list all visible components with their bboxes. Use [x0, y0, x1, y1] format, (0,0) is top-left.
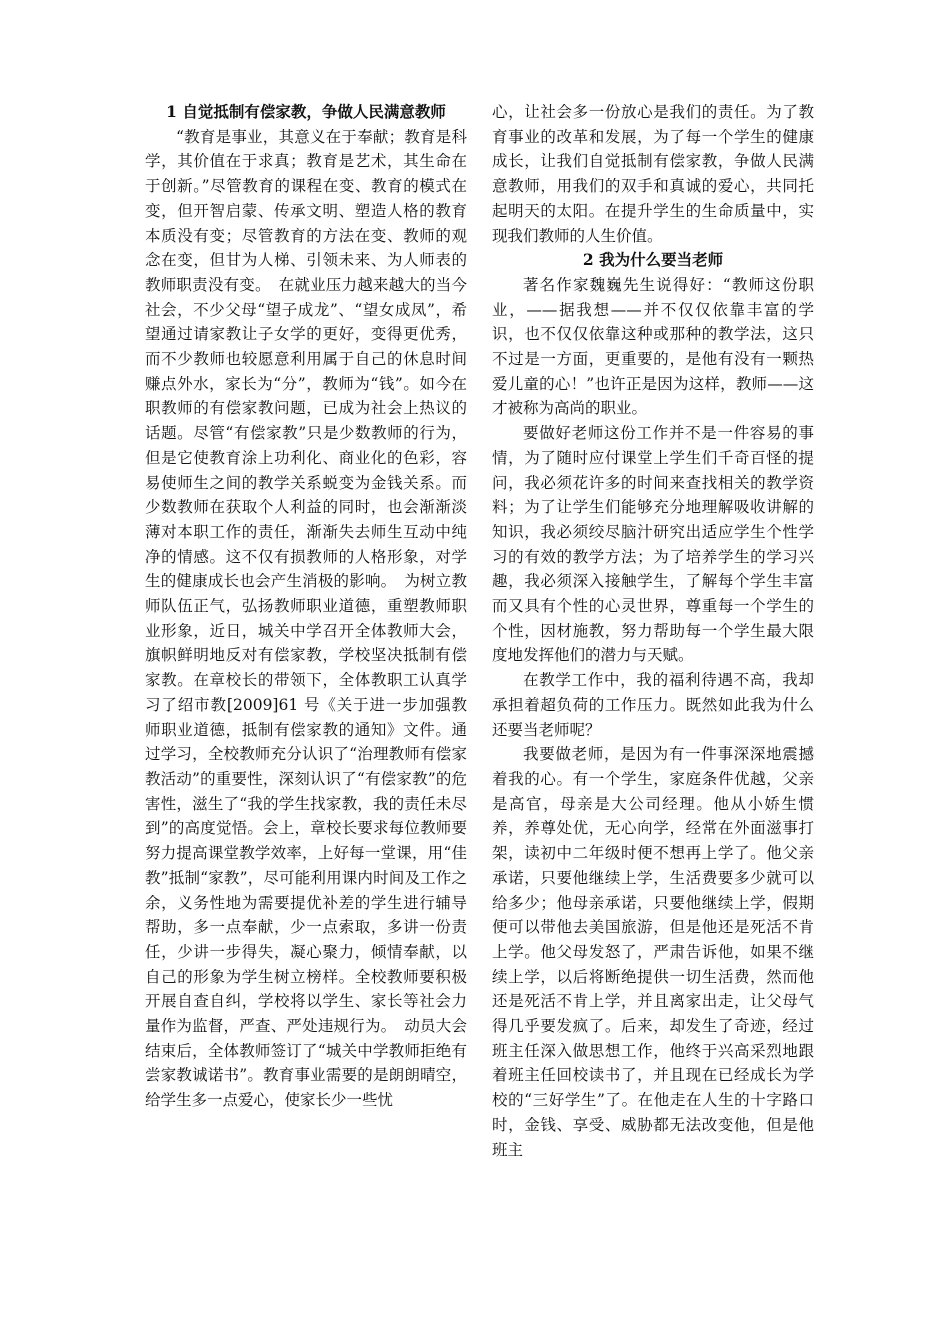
article-2-paragraph: 在教学工作中，我的福利待遇不高，我却承担着超负荷的工作压力。既然如此我为什么还要当老师呢？	[492, 671, 814, 739]
right-column	[492, 100, 814, 1210]
article-1-heading: 1 自觉抵制有偿家教，争做人民满意教师	[166, 102, 446, 121]
left-column	[145, 100, 467, 1210]
article-2-paragraph: 著名作家魏巍先生说得好：“教师这份职业，——据我想——并不仅仅依靠丰富的学识，也不仅仅依靠这种或那种的教学法，这只不过是一方面，更重要的，是他有没有一颗热爱儿童的心！”也许正是因为这样，教师——这才被称为高尚的职业。	[492, 275, 814, 418]
article-1-continuation: 心，让社会多一份放心是我们的责任。为了教育事业的改革和发展，为了每一个学生的健康成长，让我们自觉抵制有偿家教，争做人民满意教师，用我们的双手和真诚的爱心，共同托起明天的太阳。在提升学生的生命质量中，实现我们教师的人生价值。	[492, 103, 814, 245]
article-2-heading: 2 我为什么要当老师	[582, 250, 724, 270]
article-1-body: “教育是事业，其意义在于奉献；教育是科学，其价值在于求真；教育是艺术，其生命在于创新。”尽管教育的课程在变、教育的模式在变，但开智启蒙、传承文明、塑造人格的教育本质没有变；尽管教育的方法在变、教师的观念在变，但甘为人梯、引领未来、为人师表的教师职责没有变。 在就业压力越来越大的当今社会，不少父母“望子成龙”、“望女成凤”，希望通过请家教让子女学的更好，变得更优秀，而不少教师也较愿意利用属于自己的休息时间赚点外水，家长为“分”，教师为“钱”。如今在职教师的有偿家教问题，已成为社会上热议的话题。尽管“有偿家教”只是少数教师的行为，但是它使教育涂上功利化、商业化的色彩，容易使师生之间的教学关系蜕变为金钱关系。而少数教师在获取个人利益的同时，也会渐渐淡薄对本职工作的责任，渐渐失去师生互动中纯净的情感。这不仅有损教师的人格形象，对学生的健康成长也会产生消极的影响。 为树立教师队伍正气，弘扬教师职业道德，重塑教师职业形象，近日，城关中学召开全体教师大会，旗帜鲜明地反对有偿家教，学校坚决抵制有偿家教。在章校长的带领下，全体教职工认真学习了绍市教[2009]61 号《关于进一步加强教师职业道德，抵制有偿家教的通知》文件。通过学习，全校教师充分认识了“治理教师有偿家教活动”的重要性，深刻认识了“有偿家教”的危害性，滋生了“我的学生找家教，我的责任未尽到”的高度觉悟。会上，章校长要求每位教师要努力提高课堂教学效率，上好每一堂课，用“佳教”抵制“家教”，尽可能利用课内时间及工作之余，义务性地为需要提优补差的学生进行辅导帮助，多一点奉献，少一点索取，多讲一份责任，少讲一步得失，凝心聚力，倾情奉献，以自己的形象为学生树立榜样。全校教师要积极开展自查自纠，学校将以学生、家长等社会力量作为监督，严查、严处违规行为。 动员大会结束后，全体教师签订了“城关中学教师拒绝有尝家教诚诺书”。教育事业需要的是朗朗晴空，给学生多一点爱心，使家长少一些忧	[145, 127, 467, 1110]
article-2-paragraph: 要做好老师这份工作并不是一件容易的事情，为了随时应付课堂上学生们千奇百怪的提问，我必须花许多的时间来查找相关的教学资料；为了让学生们能够充分地理解吸收讲解的知识，我必须绞尽脑汁研究出适应学生个性学习的有效的教学方法；为了培养学生的学习兴趣，我必须深入接触学生，了解每个学生丰富而又具有个性的心灵世界，尊重每一个学生的个性，因材施教，努力帮助每一个学生最大限度地发挥他们的潜力与天赋。	[492, 424, 814, 665]
article-2-paragraph: 我要做老师，是因为有一件事深深地震撼着我的心。有一个学生，家庭条件优越，父亲是高官，母亲是大公司经理。他从小娇生惯养，养尊处优，无心向学，经常在外面滋事打架，读初中二年级时便不想再上学了。他父亲承诺，只要他继续上学，生活费要多少就可以给多少；他母亲承诺，只要他继续上学，假期便可以带他去美国旅游，但是他还是死活不肯上学。他父母发怒了，严肃告诉他，如果不继续上学，以后将断绝提供一切生活费，然而他还是死活不肯上学，并且离家出走，让父母气得几乎要发疯了。后来，却发生了奇迹，经过班主任深入做思想工作，他终于兴高采烈地跟着班主任回校读书了，并且现在已经成长为学校的“三好学生”了。在他走在人生的十字路口时，金钱、享受、威胁都无法改变他，但是他班主	[492, 745, 814, 1159]
